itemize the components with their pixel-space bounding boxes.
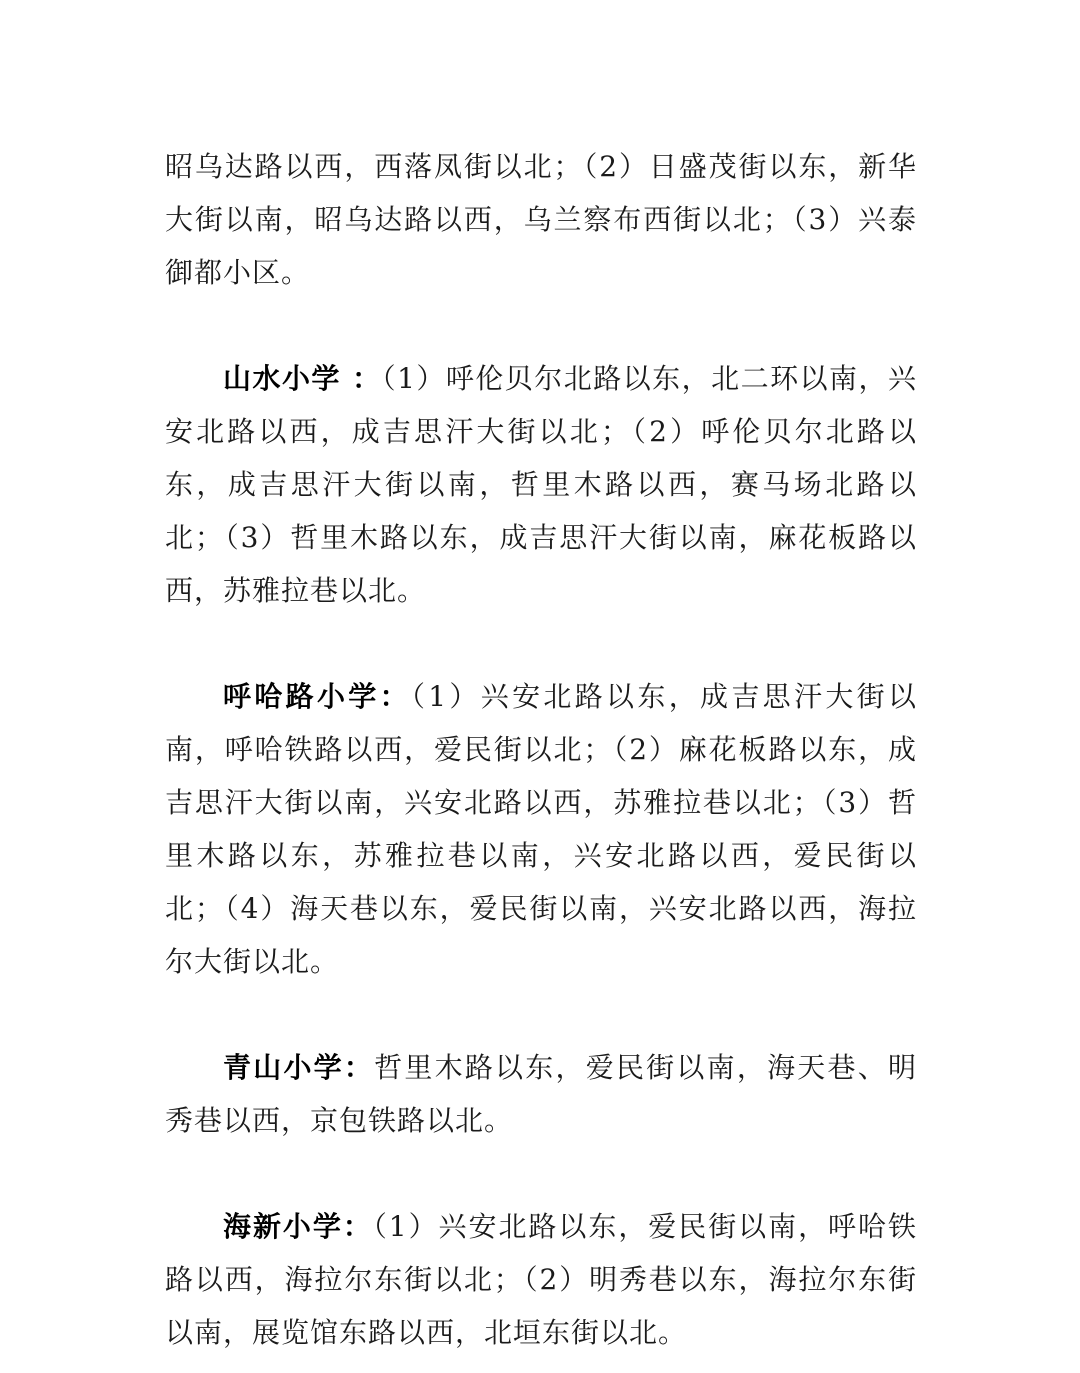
paragraph-continuation xyxy=(165,140,917,299)
paragraph-text: （1）兴安北路以东，成吉思汗大街以南，呼哈铁路以西，爱民街以北；（2）麻花板路以东，成吉思汗大街以南，兴安北路以西，苏雅拉巷以北；（3）哲里木路以东，苏雅拉巷以南，兴安北路以西，爱民街以北；（4）海天巷以东，爱民街以南，兴安北路以西，海拉尔大街以北。 xyxy=(165,680,917,978)
document-body xyxy=(165,140,917,1359)
paragraph-text: 哲里木路以东，爱民街以南，海天巷、明秀巷以西，京包铁路以北。 xyxy=(165,1051,917,1137)
paragraph-huhalu-school xyxy=(165,670,917,988)
paragraph-shanshui-school xyxy=(165,352,917,617)
paragraph-text: （1）呼伦贝尔北路以东，北二环以南，兴安北路以西，成吉思汗大街以北；（2）呼伦贝尔北路以东，成吉思汗大街以南，哲里木路以西，赛马场北路以北；（3）哲里木路以东，成吉思汗大街以南，麻花板路以西，苏雅拉巷以北。 xyxy=(165,362,917,607)
school-name: 海新小学： xyxy=(223,1210,373,1243)
school-name: 呼哈路小学： xyxy=(223,680,411,713)
school-name: 青山小学： xyxy=(223,1051,375,1084)
paragraph-qingshan-school xyxy=(165,1041,917,1147)
paragraph-text: （1）兴安北路以东，爱民街以南，呼哈铁路以西，海拉尔东街以北；（2）明秀巷以东，海拉尔东街以南，展览馆东路以西，北垣东街以北。 xyxy=(165,1210,917,1349)
school-name: 山水小学 ： xyxy=(223,362,382,395)
paragraph-text: 昭乌达路以西，西落凤街以北；（2）日盛茂街以东，新华大街以南，昭乌达路以西，乌兰察布西街以北；（3）兴泰御都小区。 xyxy=(165,150,917,289)
paragraph-haixin-school xyxy=(165,1200,917,1359)
